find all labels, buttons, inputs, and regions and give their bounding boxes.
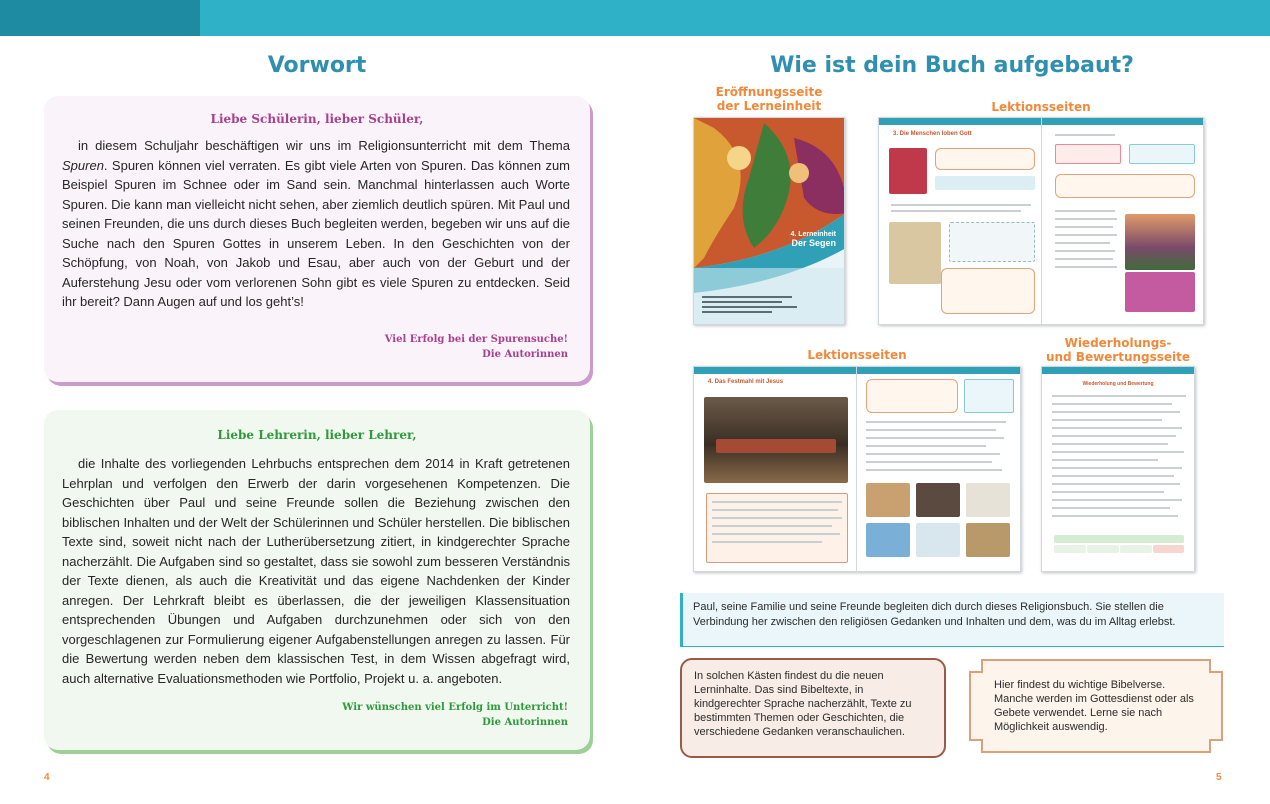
page-number-left: 4: [44, 772, 50, 783]
teachers-signature: Wir wünschen viel Erfolg im Unterricht! Die Autorinnen: [342, 702, 568, 728]
lesson-b-heading: 4. Das Festmahl mit Jesus: [708, 379, 784, 385]
page-title-vorwort: Vorwort: [267, 53, 367, 78]
pupils-greeting: Liebe Schülerin, lieber Schüler,: [210, 112, 424, 126]
pupils-signature: Viel Erfolg bei der Spurensuche! Die Autorinnen: [384, 334, 568, 360]
review-page-thumbnail: [1041, 366, 1195, 572]
label-opening-page: Eröffnungsseite der Lerneinheit: [715, 85, 823, 113]
label-lesson-pages-bottom: Lektionsseiten: [807, 348, 907, 362]
page-number-right: 5: [1216, 772, 1222, 783]
teachers-letter-text: die Inhalte des vorliegenden Lehrbuchs entsprechen dem 2014 in Kraft getretenen Lehrplan und verfolgen den Erwerb der darin vorgesehenen Kompetenzen. Die Geschichten über Paul und seine Freunde sollen die Beziehung zwischen den biblischen Inhalten und der Welt der Schülerinnen und Schüler herstellen. Die biblischen Texte sind, soweit nicht nach der Lutherübersetzung zitiert, in kindgerechter Sprache nacherzählt. Die Aufgaben sind so gestaltet, dass sie sowohl zum besseren Verständnis der Texte dienen, als auch die Kreativität und das eigene Nachdenken der Kinder anregen. Der Lehrkraft bleibt es überlassen, die der jeweiligen Klassensituation entsprechenden Übungen und Aufgaben durchzunehmen oder sich von den vorgeschlagenen zur Formulierung eigener Aufgabenstellungen anregen zu lassen. Für die Bewertung werden neben dem klassischen Test, in dem Wissen abgefragt wird, auch alternative Evaluationsmethoden wie Portfolio, Projekt u. a. angeboten.: [62, 456, 570, 686]
cover-unit-label: 4. Lerneinheit Der Segen: [790, 231, 836, 248]
cover-artwork: [694, 118, 845, 325]
info-box-learning-content: In solchen Kästen findest du die neuen Lerninhalte. Das sind Bibeltexte, in kindgerechter Sprache nacherzählt, Texte zu bestimmten Themen oder Geschichten, die verschiedene Gedanken veranschaulichen.: [680, 658, 946, 758]
lesson-spread-thumbnail-b: [693, 366, 1021, 572]
header-bar: [200, 0, 1270, 36]
pupils-letter-card: [44, 96, 590, 382]
label-lesson-pages-top: Lektionsseiten: [991, 100, 1091, 114]
label-review-page: Wiederholungs- und Bewertungsseite: [1045, 336, 1191, 364]
teachers-greeting: Liebe Lehrerin, lieber Lehrer,: [217, 428, 417, 442]
review-heading: Wiederholung und Bewertung: [1082, 381, 1154, 387]
info-box-paul: Paul, seine Familie und seine Freunde begleiten dich durch dieses Religionsbuch. Sie stellen die Verbindung her zwischen den religiösen Gedanken und Inhalten und dem, was du im Alltag erlebst.: [680, 593, 1224, 647]
lesson-spread-thumbnail-a: [878, 117, 1204, 325]
header-bar-dark: [0, 0, 200, 36]
pupils-letter-text: in diesem Schuljahr beschäftigen wir uns im Religionsunterricht mit dem Thema Spuren. Spuren können viel verraten. Es gibt viele Arten von Spuren. Das können zum Beispiel Spuren im Schnee oder im Sand sein. Manchmal hinterlassen auch Worte Spuren. Die kann man vielleicht nicht sehen, aber ziemlich deutlich spüren. Mit Paul und seinen Freunden, die uns durch dieses Buch begleiten werden, begeben wir uns auf die Suche nach den Spuren Gottes in unserem Leben. In den Geschichten von der Schöpfung, von Noah, von Jakob und Esau, aber auch von der Geburt und der Auferstehung Jesu oder vom verlorenen Sohn gibt es viele Spuren zu entdecken. Seid ihr bereit? Dann Augen auf und los geht’s!: [62, 138, 570, 309]
lesson-a-heading: 3. Die Menschen loben Gott: [893, 131, 972, 137]
page-title-structure: Wie ist dein Buch aufgebaut?: [770, 53, 1134, 78]
opening-page-thumbnail: [693, 117, 845, 325]
teachers-letter-card: [44, 410, 590, 750]
info-box-bible-verses: Hier findest du wichtige Bibelverse. Manche werden im Gottesdienst oder als Gebete verwendet. Lerne sie nach Möglichkeit auswendig.: [968, 658, 1224, 754]
